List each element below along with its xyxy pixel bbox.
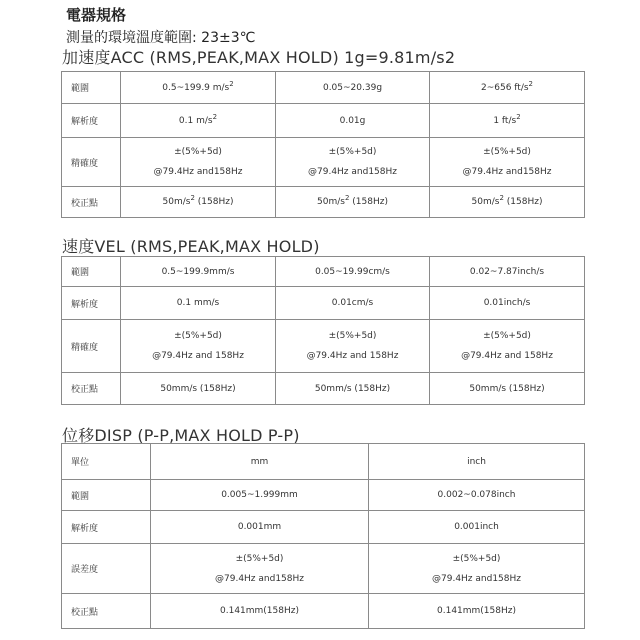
cell: 0.1 $m/s^2$ — [121, 104, 276, 138]
cell: 0.5~199.9mm/s — [121, 257, 276, 287]
cell: 0.5~199.9 $m/s^2$ — [121, 72, 276, 104]
table-row — [62, 257, 585, 287]
cell: ±(5%+5d) @79.4Hz and158Hz — [121, 138, 276, 187]
cell: 2~656 $ft/s^2$ — [430, 72, 585, 104]
cell: ±(5%+5d) @79.4Hz and158Hz — [369, 544, 585, 594]
cell: 0.002~0.078inch — [369, 480, 585, 511]
cell: $50m/s^2$ (158Hz) — [430, 187, 585, 218]
cell: ±(5%+5d) @79.4Hz and158Hz — [151, 544, 369, 594]
vel-table — [61, 256, 585, 405]
cell: 0.005~1.999mm — [151, 480, 369, 511]
table-row — [62, 373, 585, 405]
cell: 50mm/s (158Hz) — [121, 373, 276, 405]
acc-heading: 加速度ACC (RMS,PEAK,MAX HOLD) 1g=9.81m/s2 — [62, 48, 456, 67]
cell: 0.01inch/s — [430, 287, 585, 320]
cell: 0.141mm(158Hz) — [151, 594, 369, 629]
row-label: 校正點 — [62, 187, 121, 218]
cell: 0.1 mm/s — [121, 287, 276, 320]
cell: 50mm/s (158Hz) — [430, 373, 585, 405]
disp-heading: 位移DISP (P-P,MAX HOLD P-P) — [62, 426, 300, 445]
row-label: 精確度 — [62, 320, 121, 373]
cell: inch — [369, 444, 585, 480]
cell: ±(5%+5d) @79.4Hz and158Hz — [430, 138, 585, 187]
cell: 0.01cm/s — [276, 287, 430, 320]
row-label: 校正點 — [62, 594, 151, 629]
cell: 0.001mm — [151, 511, 369, 544]
table-row — [62, 594, 585, 629]
vel-heading: 速度VEL (RMS,PEAK,MAX HOLD) — [62, 237, 320, 256]
cell: ±(5%+5d) @79.4Hz and158Hz — [276, 138, 430, 187]
cell: $50m/s^2$ (158Hz) — [276, 187, 430, 218]
row-label: 單位 — [62, 444, 151, 480]
cell: 50mm/s (158Hz) — [276, 373, 430, 405]
table-row — [62, 544, 585, 594]
table-row — [62, 72, 585, 104]
cell: ±(5%+5d) @79.4Hz and 158Hz — [276, 320, 430, 373]
row-label: 解析度 — [62, 287, 121, 320]
cell: mm — [151, 444, 369, 480]
row-label: 解析度 — [62, 511, 151, 544]
cell: 0.141mm(158Hz) — [369, 594, 585, 629]
row-label: 範圍 — [62, 72, 121, 104]
cell: 0.02~7.87inch/s — [430, 257, 585, 287]
acc-table — [61, 71, 585, 218]
row-label: 範圍 — [62, 257, 121, 287]
row-label: 精確度 — [62, 138, 121, 187]
cell: 0.001inch — [369, 511, 585, 544]
cell: 0.05~20.39g — [276, 72, 430, 104]
table-row — [62, 320, 585, 373]
row-label: 解析度 — [62, 104, 121, 138]
table-row — [62, 287, 585, 320]
table-row — [62, 511, 585, 544]
cell: $50m/s^2$ (158Hz) — [121, 187, 276, 218]
table-row — [62, 187, 585, 218]
row-label: 範圍 — [62, 480, 151, 511]
row-label: 校正點 — [62, 373, 121, 405]
table-row — [62, 138, 585, 187]
cell: 0.01g — [276, 104, 430, 138]
table-row — [62, 104, 585, 138]
temperature-range-note: 測量的環境溫度範圍: 23±3℃ — [66, 30, 256, 46]
table-row — [62, 480, 585, 511]
row-label: 誤差度 — [62, 544, 151, 594]
cell: 1 $ft/s^2$ — [430, 104, 585, 138]
table-row — [62, 444, 585, 480]
cell: ±(5%+5d) @79.4Hz and 158Hz — [430, 320, 585, 373]
page-title: 電器規格 — [66, 6, 127, 24]
disp-table — [61, 443, 585, 629]
cell: 0.05~19.99cm/s — [276, 257, 430, 287]
cell: ±(5%+5d) @79.4Hz and 158Hz — [121, 320, 276, 373]
